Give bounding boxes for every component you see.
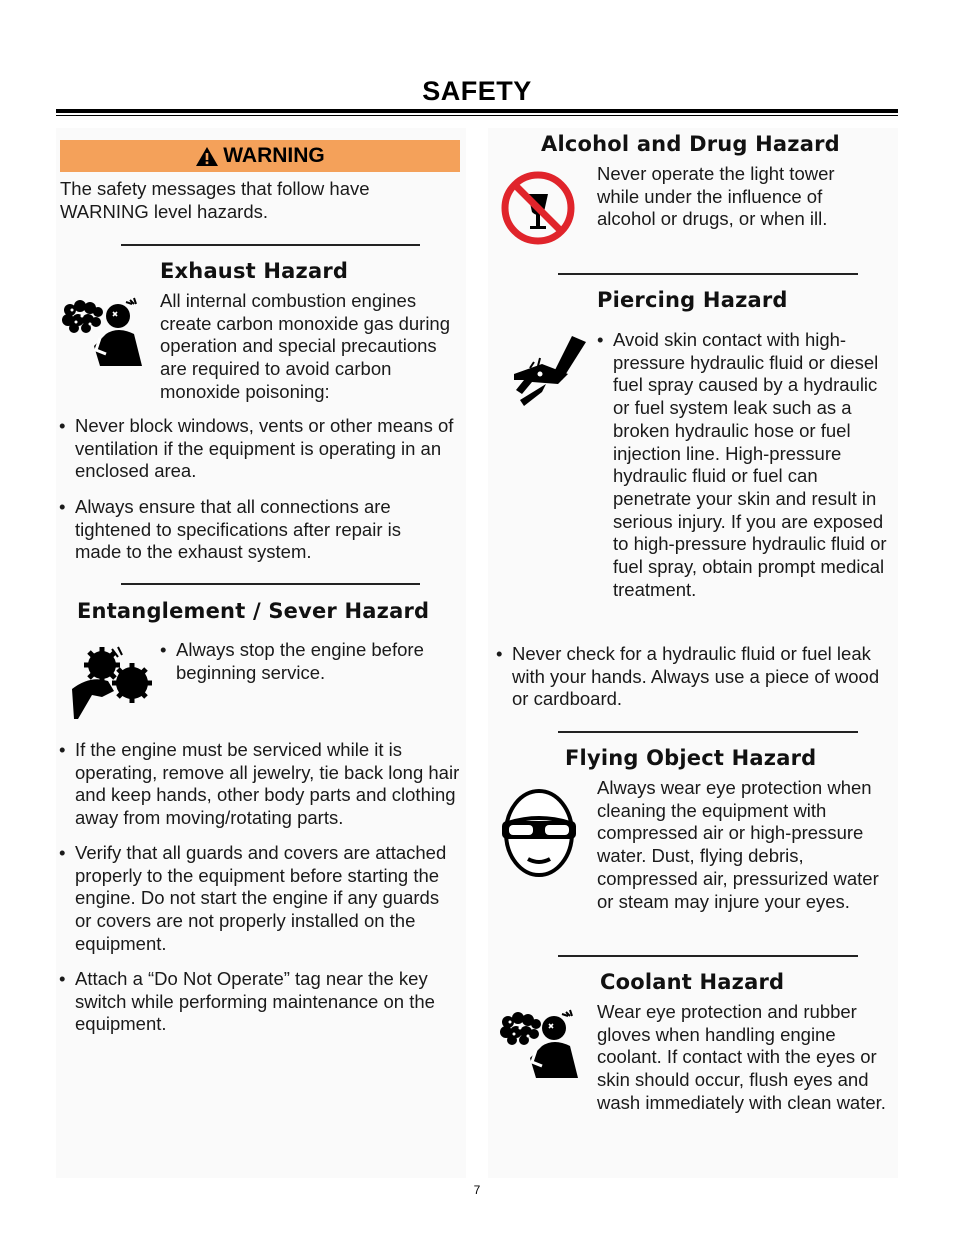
entanglement-heading: Entanglement / Sever Hazard bbox=[77, 599, 430, 623]
hand-spray-injection-icon bbox=[512, 334, 588, 410]
page-number: 7 bbox=[473, 1183, 481, 1197]
warning-intro: The safety messages that follow have WARNING level hazards. bbox=[60, 178, 370, 222]
title-divider-thin bbox=[56, 115, 898, 116]
coolant-heading: Coolant Hazard bbox=[600, 970, 785, 994]
piercing-heading: Piercing Hazard bbox=[597, 288, 788, 312]
section-divider bbox=[558, 955, 858, 957]
exhaust-intro: All internal combustion engines create carbon monoxide gas during operation and special precautions are required to avoid carbon monoxide poisoning: bbox=[160, 290, 451, 402]
warning-banner bbox=[60, 140, 460, 172]
section-divider bbox=[558, 273, 858, 275]
alcohol-body: Never operate the light tower while under the influence of alcohol or drugs, or when ill. bbox=[597, 163, 835, 230]
title-divider bbox=[56, 109, 898, 113]
entanglement-first-bullet: • Always stop the engine before beginning service. bbox=[176, 639, 461, 684]
exhaust-bullet: • Never block windows, vents or other means of ventilation if the equipment is operating in an enclosed area. bbox=[75, 415, 463, 483]
page-title: SAFETY bbox=[422, 76, 532, 106]
entanglement-bullet: • Verify that all guards and covers are attached properly to the equipment before starting the engine. Do not start the engine if any guards or covers are not properly installed on the equipment. bbox=[75, 842, 460, 956]
piercing-second-bullet: • Never check for a hydraulic fluid or fuel leak with your hands. Always use a piece of wood or cardboard. bbox=[512, 643, 897, 711]
safety-goggles-icon bbox=[500, 787, 578, 879]
section-divider bbox=[121, 244, 420, 246]
warning-triangle-icon bbox=[195, 146, 219, 167]
entanglement-bullet: • Attach a “Do Not Operate” tag near the key switch while performing maintenance on the equipment. bbox=[75, 968, 460, 1036]
entanglement-bullet: • If the engine must be serviced while it is operating, remove all jewelry, tie back long hair and keep hands, other body parts and clothing away from moving/rotating parts. bbox=[75, 739, 460, 830]
exhaust-fumes-icon bbox=[60, 294, 152, 366]
gear-entanglement-icon bbox=[72, 645, 154, 719]
warning-label: WARNING bbox=[223, 144, 325, 167]
coolant-body: Wear eye protection and rubber gloves when handling engine coolant. If contact with the eyes or skin should occur, flush eyes and wash immediately with clean water. bbox=[597, 1001, 886, 1113]
section-divider bbox=[121, 583, 420, 585]
flying-body: Always wear eye protection when cleaning the equipment with compressed air or high-pressure water. Dust, flying debris, compressed air, pressurized water or steam may injure your eyes. bbox=[597, 777, 879, 912]
no-alcohol-icon bbox=[500, 170, 576, 246]
flying-heading: Flying Object Hazard bbox=[565, 746, 817, 770]
exhaust-heading: Exhaust Hazard bbox=[160, 259, 349, 283]
alcohol-heading: Alcohol and Drug Hazard bbox=[541, 132, 840, 156]
section-divider bbox=[558, 731, 858, 733]
coolant-splash-icon bbox=[498, 1006, 588, 1078]
exhaust-bullet: • Always ensure that all connections are tightened to specifications after repair is made to the exhaust system. bbox=[75, 496, 445, 564]
piercing-first-bullet: • Avoid skin contact with high-pressure hydraulic fluid or diesel fuel spray caused by a hydraulic or fuel system leak such as a broken hydraulic hose or fuel injection line. High-pressure hydraulic fluid or fuel can penetrate your skin and result in serious injury. If you are exposed to high-pressure hydraulic fluid or fuel spray, obtain prompt medical treatment. bbox=[613, 329, 888, 601]
